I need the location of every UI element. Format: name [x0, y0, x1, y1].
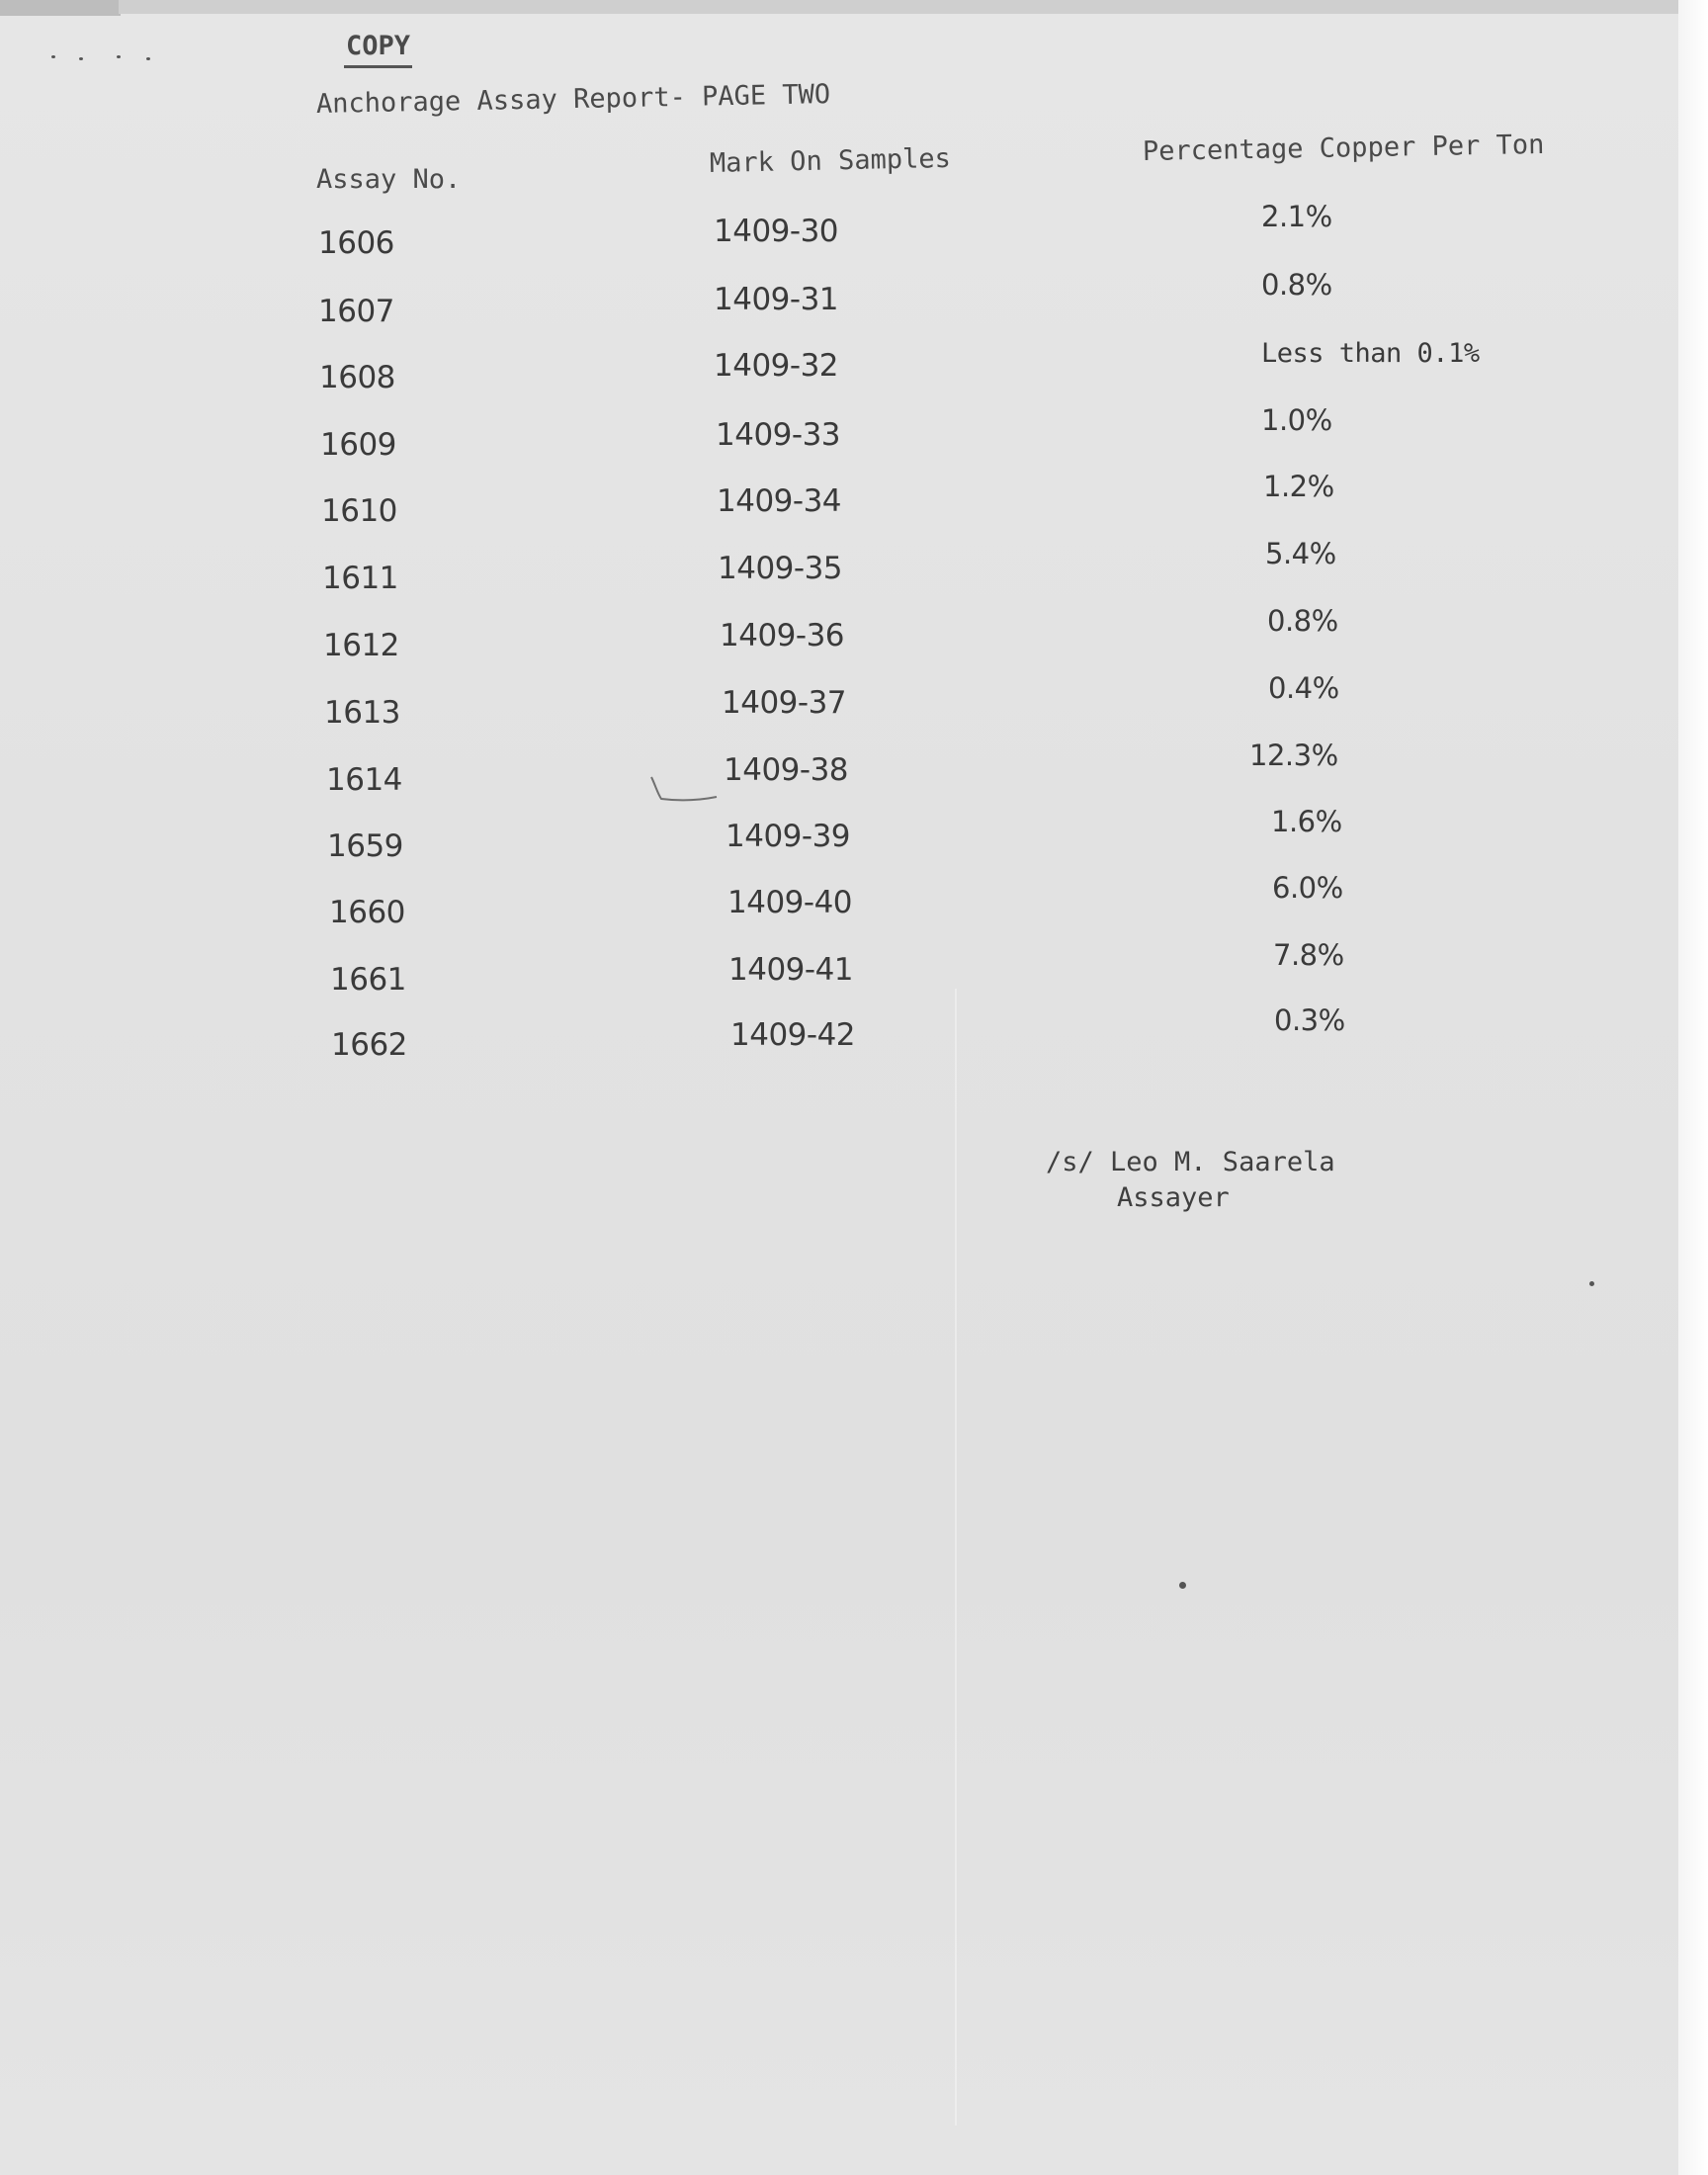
copy-label: COPY [344, 30, 412, 68]
sample-mark: 1409-30 [714, 214, 839, 249]
assay-number: 1660 [329, 895, 405, 930]
assay-number: 1609 [320, 427, 396, 463]
signature-title: Assayer [1117, 1182, 1230, 1213]
table-row [0, 537, 1680, 610]
table-row [0, 604, 1680, 677]
sample-mark: 1409-39 [726, 819, 851, 854]
table-row [0, 938, 1680, 1011]
table-row [0, 671, 1680, 744]
sample-mark: 1409-33 [716, 417, 841, 453]
copper-percentage: 7.8% [1273, 938, 1344, 972]
copper-percentage: 0.8% [1267, 604, 1338, 638]
sample-mark: 1409-36 [720, 618, 845, 653]
page-right-margin [1678, 0, 1708, 2175]
assay-number: 1659 [327, 828, 403, 864]
table-row [0, 403, 1680, 477]
copper-percentage: 5.4% [1265, 537, 1336, 570]
page-top-edge [119, 0, 1680, 14]
table-row [0, 871, 1680, 944]
ink-speck [1589, 1281, 1594, 1286]
signature-name: /s/ Leo M. Saarela [1046, 1147, 1335, 1177]
assay-number: 1607 [318, 294, 394, 329]
table-row [0, 338, 1680, 409]
table-row [0, 470, 1680, 543]
assay-number: 1610 [321, 493, 397, 529]
sample-mark: 1409-34 [717, 483, 842, 519]
assay-number: 1611 [322, 561, 398, 596]
sample-mark: 1409-40 [727, 885, 853, 920]
sample-mark: 1409-31 [714, 282, 839, 317]
table-row [0, 805, 1680, 878]
copper-percentage: 1.6% [1271, 805, 1342, 838]
column-header-mark-on-samples: Mark On Samples [709, 142, 952, 179]
sample-mark: 1409-42 [730, 1017, 856, 1053]
column-header-assay-no: Assay No. [316, 164, 462, 195]
copper-percentage: 12.3% [1249, 739, 1338, 772]
copper-percentage: 1.2% [1263, 470, 1334, 503]
fold-line [955, 989, 957, 2126]
copper-percentage: 1.0% [1261, 403, 1332, 437]
assay-number: 1613 [324, 695, 400, 731]
table-row [0, 1003, 1680, 1077]
assay-number: 1661 [330, 962, 406, 998]
ink-speck [1179, 1582, 1186, 1589]
assay-number: 1614 [326, 762, 402, 798]
sample-mark: 1409-38 [724, 752, 849, 788]
ink-speck [117, 55, 121, 58]
signature-block [1046, 1145, 1335, 1216]
copper-percentage: Less than 0.1% [1261, 338, 1480, 369]
sample-mark: 1409-35 [718, 551, 843, 586]
sample-mark: 1409-41 [728, 952, 854, 988]
sample-mark: 1409-32 [714, 348, 839, 384]
copper-percentage: 0.8% [1261, 268, 1332, 302]
ink-speck [79, 57, 83, 60]
sample-mark: 1409-37 [722, 685, 847, 721]
table-row [0, 739, 1680, 812]
table-row [0, 268, 1680, 343]
assay-number: 1606 [318, 225, 394, 261]
copper-percentage: 0.3% [1274, 1003, 1345, 1037]
page-corner-shadow [0, 0, 121, 16]
copper-percentage: 2.1% [1261, 200, 1332, 233]
assay-number: 1612 [323, 628, 399, 663]
pen-scribble-mark [647, 771, 736, 811]
assay-number: 1662 [331, 1027, 407, 1063]
assay-number: 1608 [319, 360, 395, 395]
table-row [0, 200, 1680, 275]
report-title: Anchorage Assay Report- PAGE TWO [315, 79, 831, 120]
ink-speck [51, 55, 55, 58]
column-header-percentage: Percentage Copper Per Ton [1142, 129, 1545, 167]
copper-percentage: 0.4% [1268, 671, 1339, 705]
copper-percentage: 6.0% [1272, 871, 1343, 905]
ink-speck [146, 57, 150, 60]
